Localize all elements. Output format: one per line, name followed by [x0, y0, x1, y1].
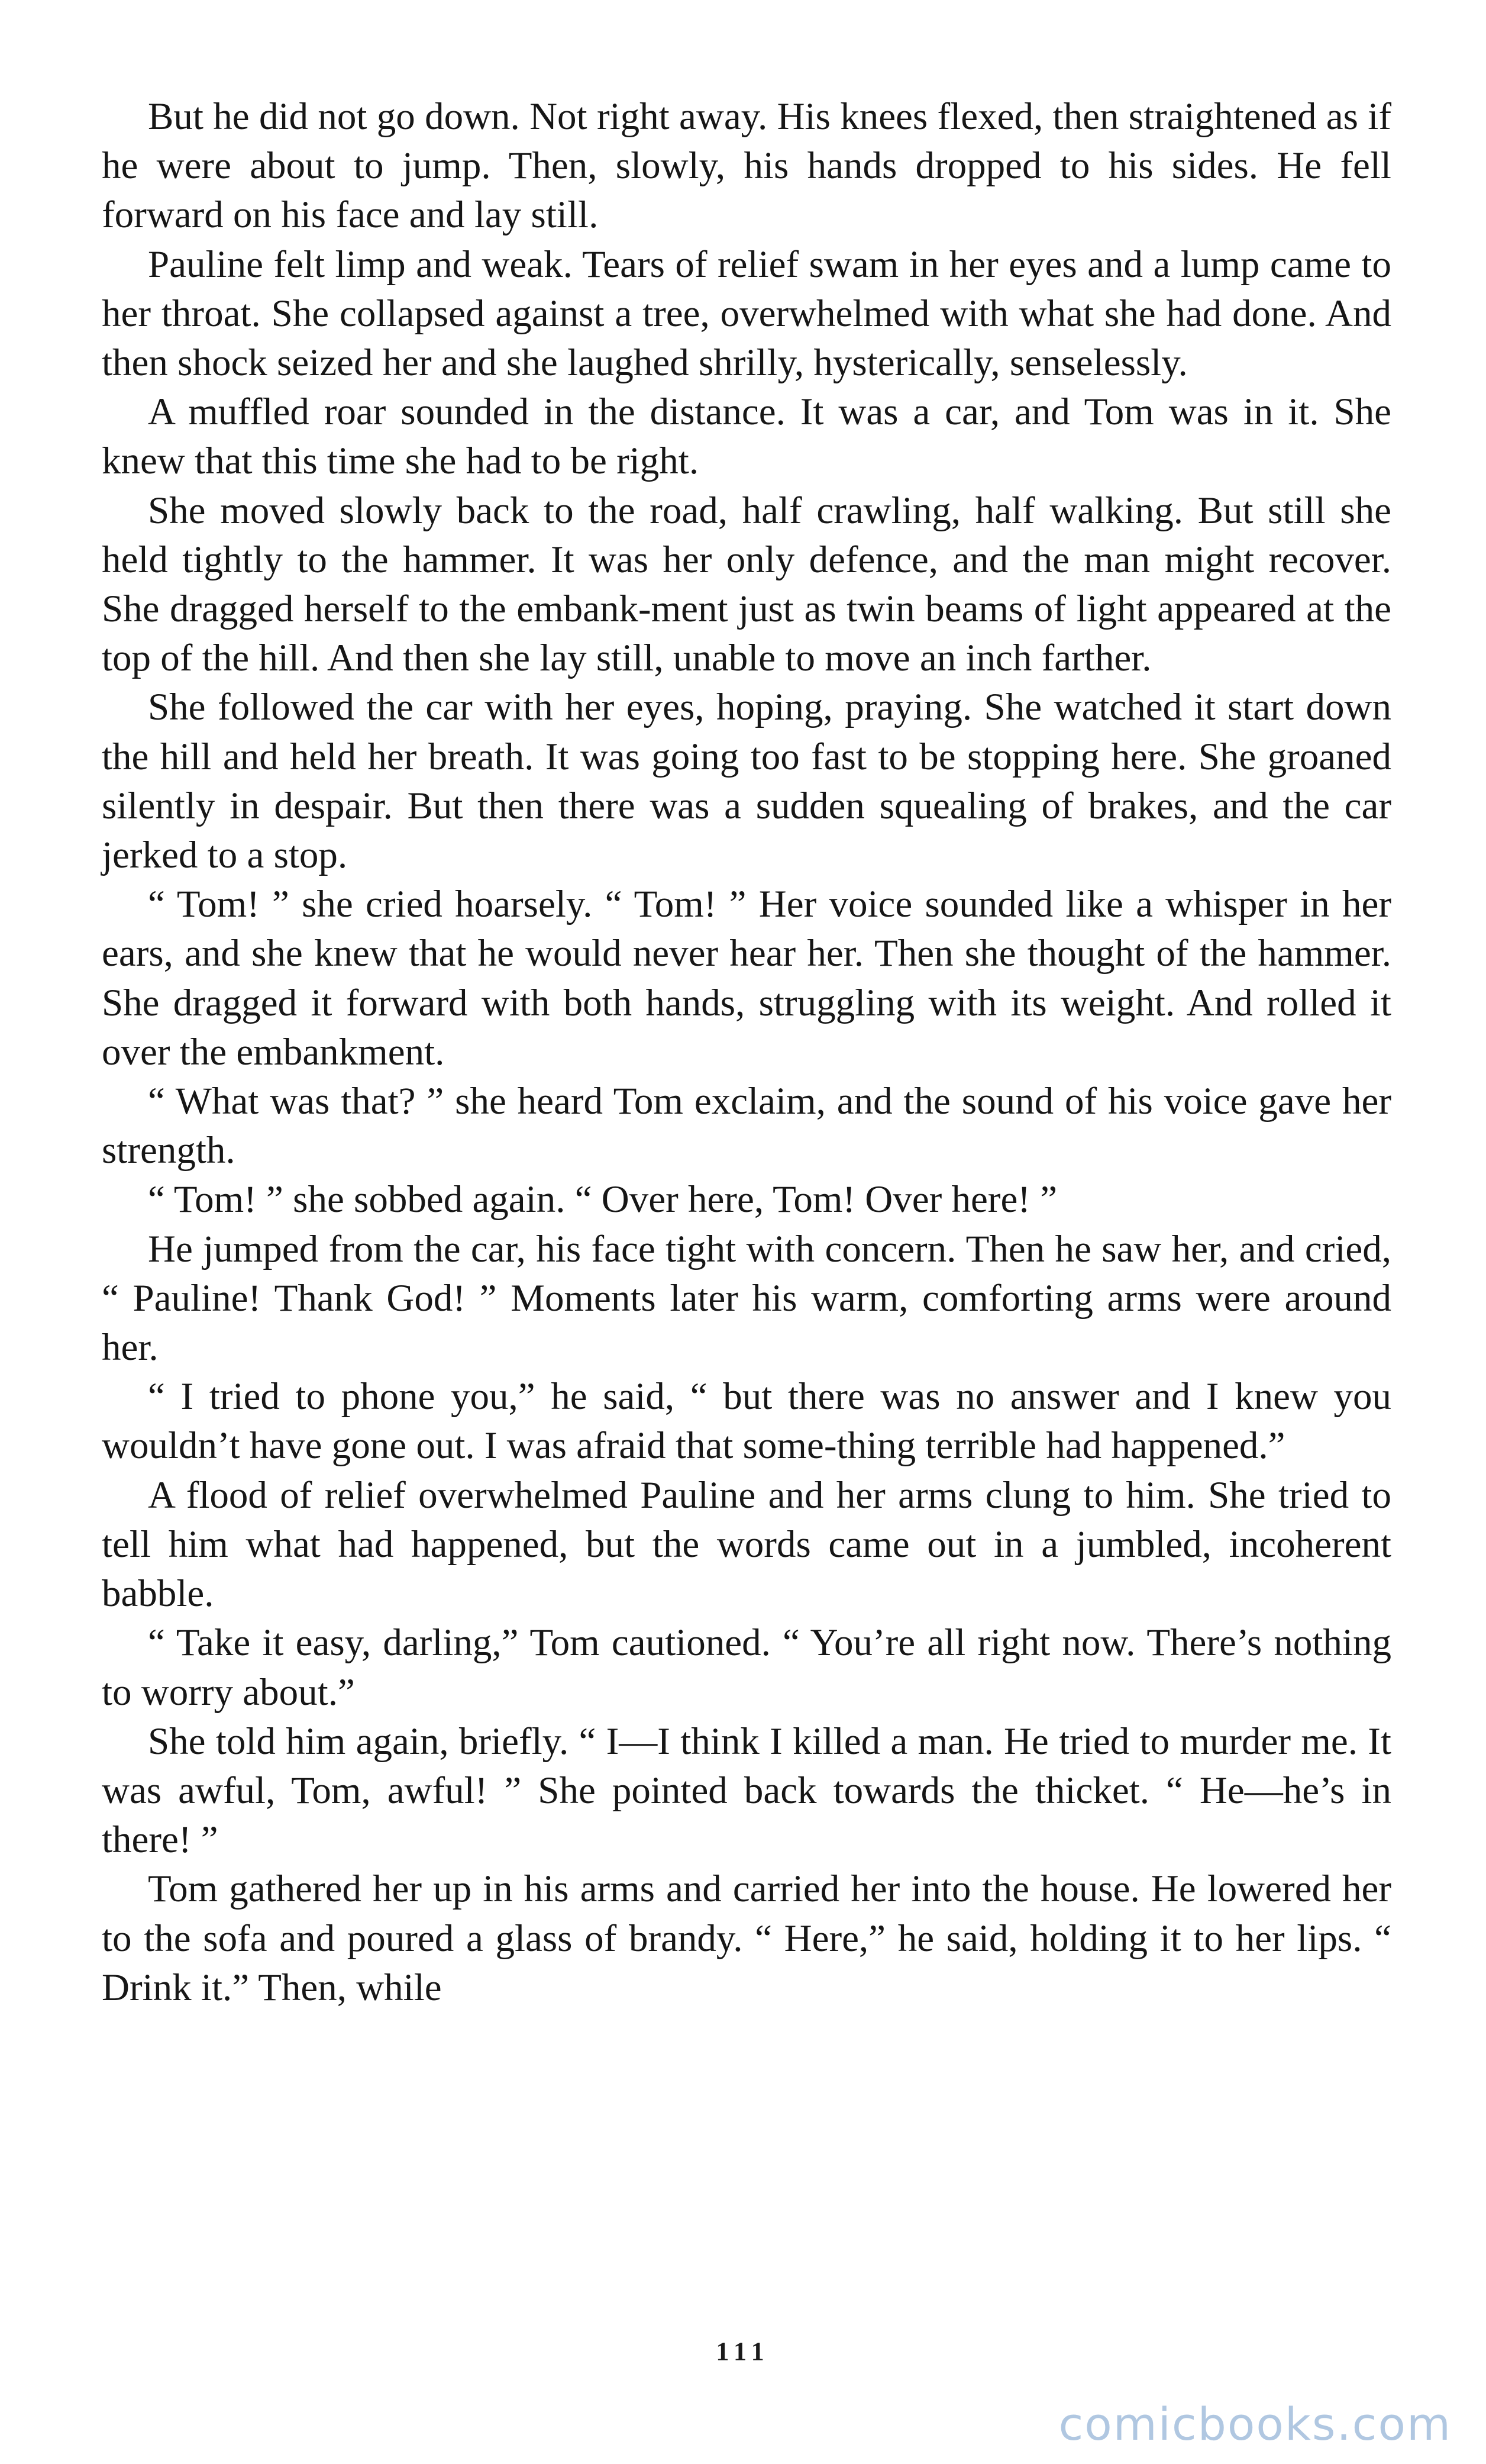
paragraph: Pauline felt limp and weak. Tears of relief swam in her eyes and a lump came to her throat. She collapsed against a tree, overwhelmed with what she had done. And then shock seized her and she laughed shrilly, hysterically, senselessly.: [102, 243, 1391, 385]
body-text: [102, 92, 1391, 2013]
paragraph: A muffled roar sounded in the distance. It was a car, and Tom was in it. She knew that this time she had to be right.: [102, 391, 1391, 483]
paragraph: “ Tom! ” she sobbed again. “ Over here, Tom! Over here! ”: [148, 1178, 1058, 1221]
page-number: 111: [716, 2337, 770, 2366]
paragraph: “ I tried to phone you,” he said, “ but there was no answer and I knew you wouldn’t have gone out. I was afraid that some-thing terrible had happened.”: [102, 1375, 1391, 1468]
paragraph: “ Take it easy, darling,” Tom cautioned. “ You’re all right now. There’s nothing to worry about.”: [102, 1621, 1391, 1714]
paragraph: “ Tom! ” she cried hoarsely. “ Tom! ” Her voice sounded like a whisper in her ears, and she knew that he would never hear her. Then she thought of the hammer. She dragged it forward with both hands, struggling with its weight. And rolled it over the embankment.: [102, 883, 1391, 1073]
paragraph: Tom gathered her up in his arms and carried her into the house. He lowered her to the sofa and poured a glass of brandy. “ Here,” he said, holding it to her lips. “ Drink it.” Then, while: [102, 1868, 1391, 2009]
watermark: comicbooks.com: [1058, 2398, 1452, 2450]
paragraph: She followed the car with her eyes, hoping, praying. She watched it start down the hill and held her breath. It was going too fast to be stopping here. She groaned silently in despair. But then there was a sudden squealing of brakes, and the car jerked to a stop.: [102, 686, 1391, 877]
paragraph: “ What was that? ” she heard Tom exclaim, and the sound of his voice gave her strength.: [102, 1080, 1391, 1172]
paragraph: She told him again, briefly. “ I—I think I killed a man. He tried to murder me. It was awful, Tom, awful! ” She pointed back towards the thicket. “ He—he’s in there! ”: [102, 1720, 1391, 1862]
paragraph: A flood of relief overwhelmed Pauline and her arms clung to him. She tried to tell him what had happened, but the words came out in a jumbled, incoherent babble.: [102, 1473, 1391, 1615]
paragraph: She moved slowly back to the road, half crawling, half walking. But still she held tightly to the hammer. It was her only defence, and the man might recover. She dragged herself to the embank-ment just as twin beams of light appeared at the top of the hill. And then she lay still, unable to move an inch farther.: [102, 489, 1391, 680]
paragraph: He jumped from the car, his face tight with concern. Then he saw her, and cried, “ Pauline! Thank God! ” Moments later his warm, comforting arms were around her.: [102, 1227, 1391, 1369]
paragraph: But he did not go down. Not right away. His knees flexed, then straightened as if he were about to jump. Then, slowly, his hands dropped to his sides. He fell forward on his face and lay still.: [102, 95, 1391, 237]
